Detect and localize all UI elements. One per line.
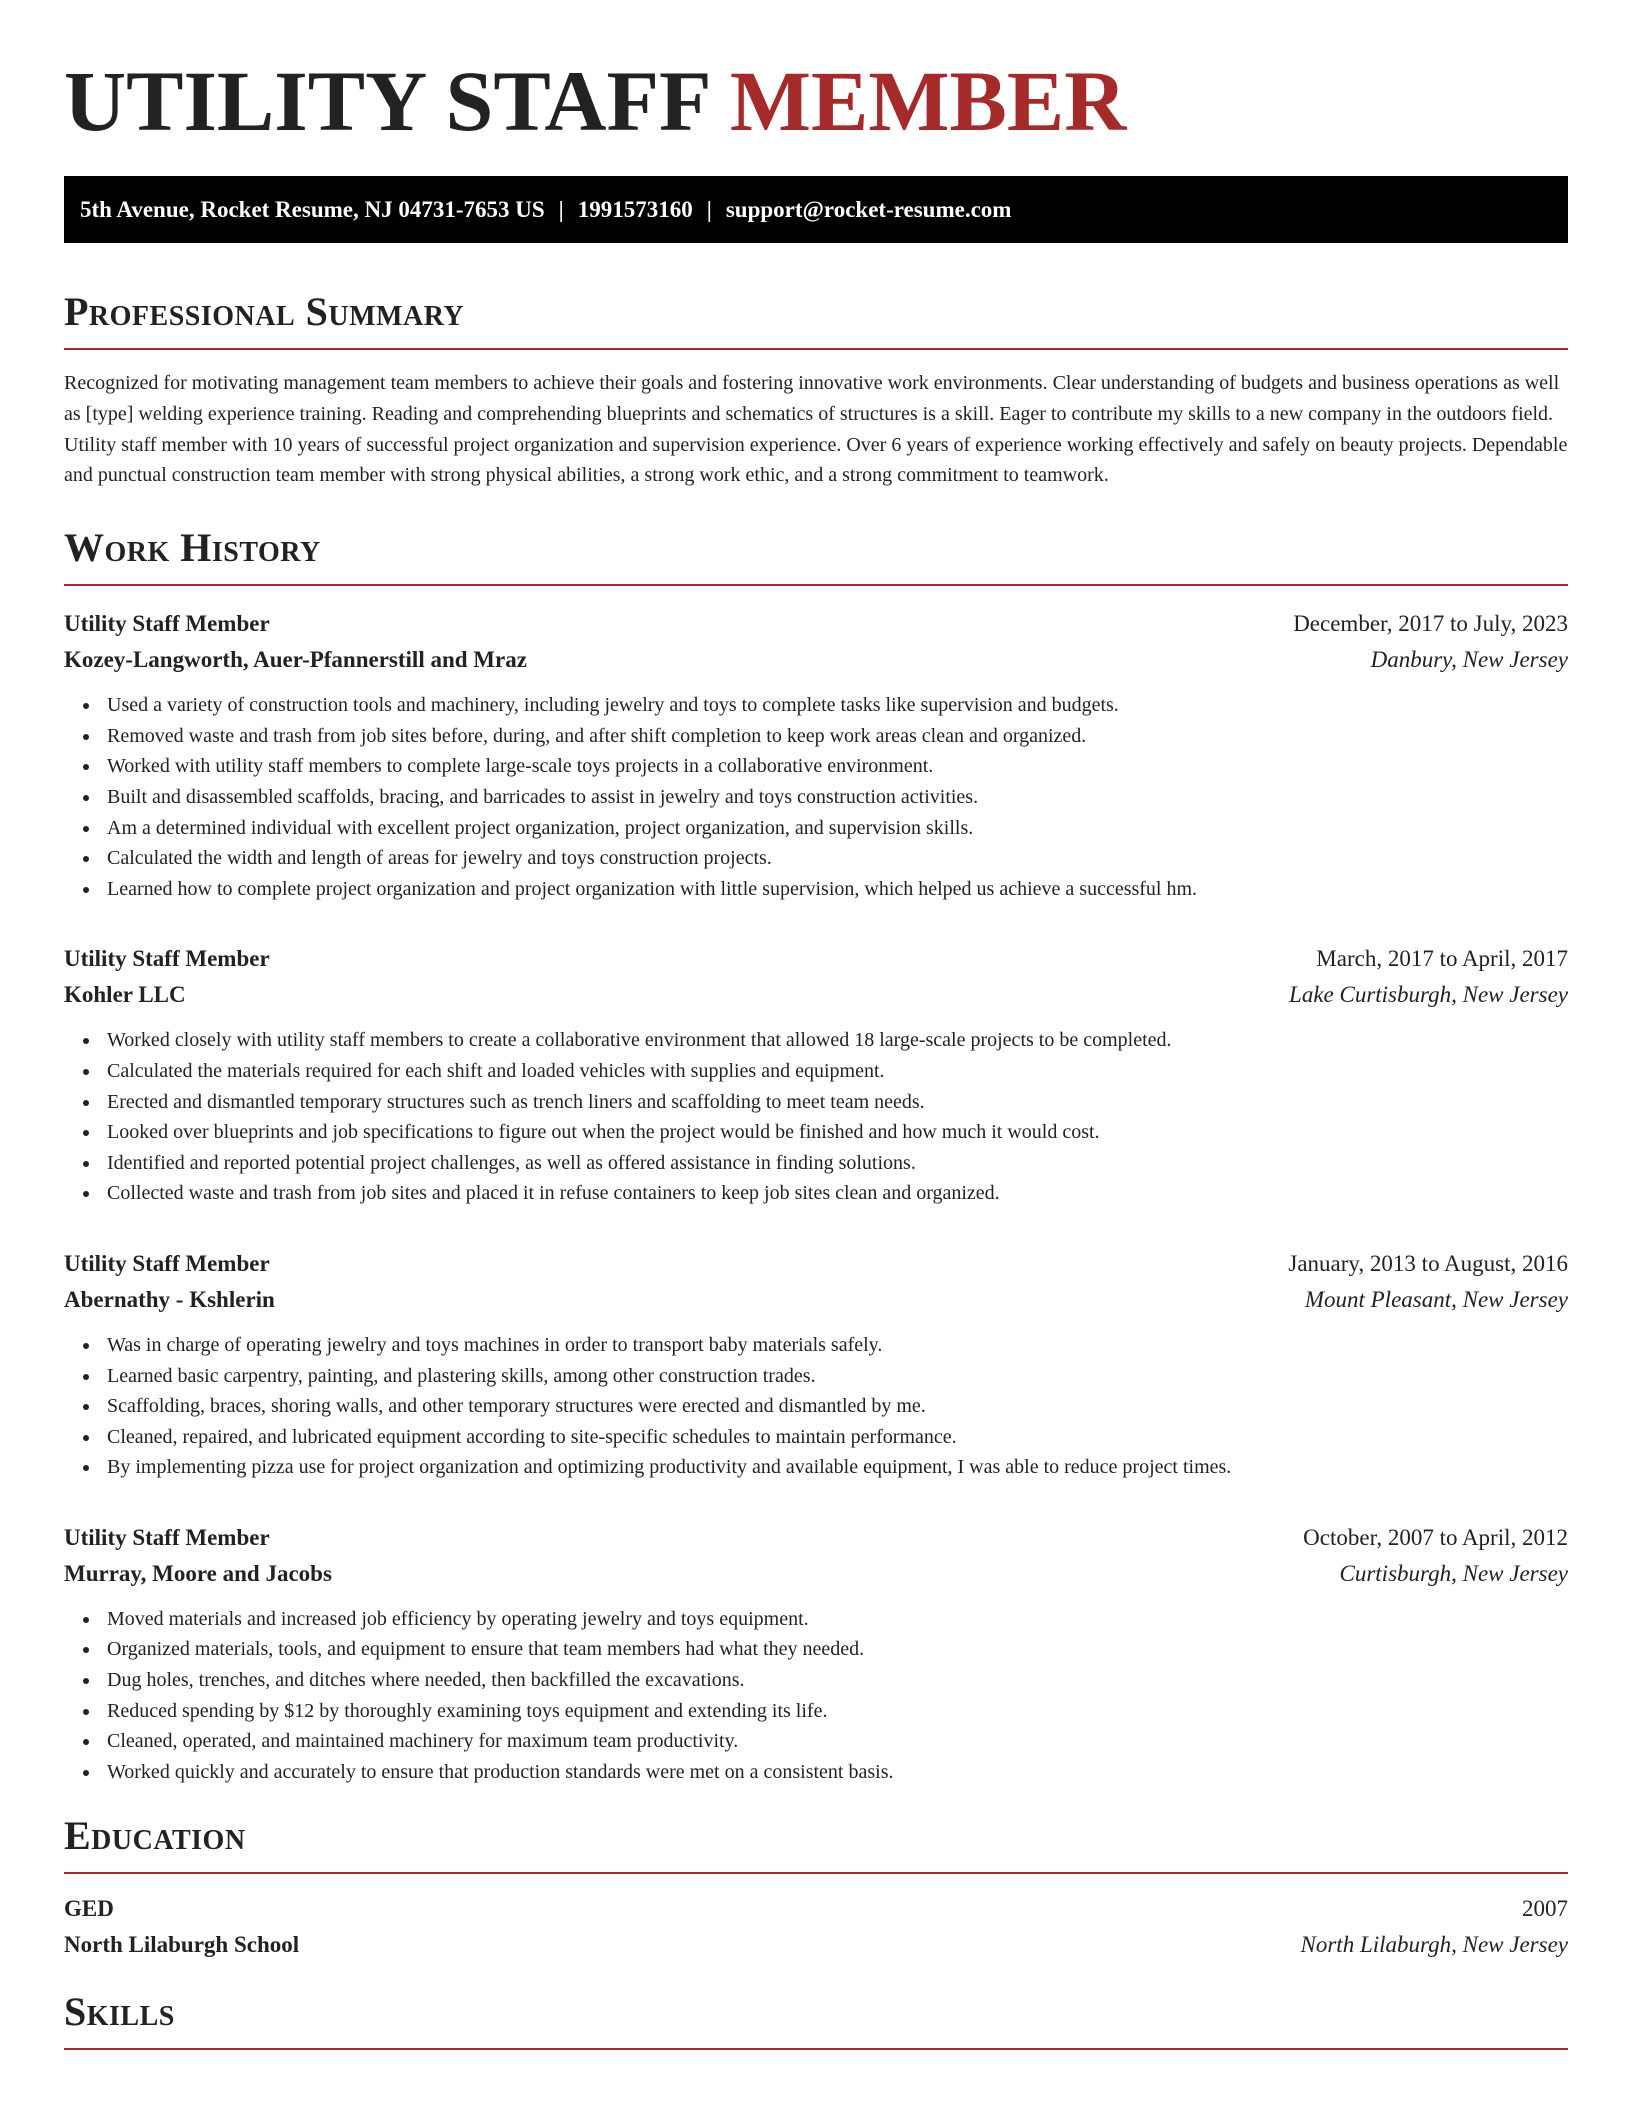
job-company: Murray, Moore and Jacobs <box>64 1560 332 1586</box>
summary-text: Recognized for motivating management team members to achieve their goals and fostering innovative work environments. Clear understanding of budgets and business operations as well as [type] welding experience training. Reading and comprehending blueprints and schematics of structures is a skill. Eager to contribute my skills to a new company in the outdoors field. Utility staff member with 10 years of successful project organization and supervision experience. Over 6 years of experience working effectively and safely on beauty projects. Dependable and punctual construction team member with strong physical abilities, a strong work ethic, and a strong commitment to teamwork. <box>64 372 1568 487</box>
job-bullets <box>64 1604 1568 1788</box>
job-location: Curtisburgh, New Jersey <box>1339 1560 1568 1586</box>
job-bullet: Built and disassembled scaffolds, bracing, and barricades to assist in jewelry and toys construction activities. <box>107 782 1568 813</box>
job-entry <box>64 941 1568 1209</box>
job-title: Utility Staff Member <box>64 1524 270 1550</box>
contact-separator: | <box>558 196 564 222</box>
job-title: Utility Staff Member <box>64 1250 270 1276</box>
job-bullet: Identified and reported potential project challenges, as well as offered assistance in finding solutions. <box>107 1148 1568 1179</box>
job-bullet: Calculated the materials required for each shift and loaded vehicles with supplies and equipment. <box>107 1056 1568 1087</box>
job-location: Lake Curtisburgh, New Jersey <box>1289 982 1568 1008</box>
contact-email: support@rocket-resume.com <box>725 196 1012 222</box>
job-dates: January, 2013 to August, 2016 <box>1288 1250 1568 1276</box>
summary-heading: Professional Summary <box>64 292 1568 350</box>
job-bullet: Calculated the width and length of areas for jewelry and toys construction projects. <box>107 843 1568 874</box>
job-bullet: Cleaned, operated, and maintained machinery for maximum team productivity. <box>107 1726 1568 1757</box>
job-bullet: Am a determined individual with excellent project organization, project organization, and supervision skills. <box>107 813 1568 844</box>
job-bullet: Was in charge of operating jewelry and toys machines in order to transport baby materials safely. <box>107 1330 1568 1361</box>
skills-section <box>64 1989 1568 2050</box>
resume-page <box>64 0 1568 2050</box>
job-bullet: Collected waste and trash from job sites and placed it in refuse containers to keep job sites clean and organized. <box>107 1178 1568 1209</box>
job-location: Danbury, New Jersey <box>1370 647 1568 673</box>
job-bullet: By implementing pizza use for project organization and optimizing productivity and available equipment, I was able to reduce project times. <box>107 1452 1568 1483</box>
job-location: Mount Pleasant, New Jersey <box>1304 1286 1568 1312</box>
job-bullet: Scaffolding, braces, shoring walls, and other temporary structures were erected and dismantled by me. <box>107 1391 1568 1422</box>
job-bullet: Learned how to complete project organization and project organization with little supervision, which helped us achieve a successful hm. <box>107 874 1568 905</box>
job-bullet: Worked closely with utility staff members to create a collaborative environment that allowed 18 large-scale projects to be completed. <box>107 1025 1568 1056</box>
job-company: Kozey-Langworth, Auer-Pfannerstill and Mraz <box>64 647 527 673</box>
job-bullet: Erected and dismantled temporary structures such as trench liners and scaffolding to meet team needs. <box>107 1087 1568 1118</box>
education-year: 2007 <box>1522 1896 1568 1922</box>
job-bullet: Removed waste and trash from job sites before, during, and after shift completion to keep work areas clean and organized. <box>107 721 1568 752</box>
job-entry <box>64 1520 1568 1788</box>
job-bullets <box>64 1025 1568 1209</box>
job-title: Utility Staff Member <box>64 611 270 637</box>
name-accent: MEMBER <box>729 53 1127 149</box>
name-primary: UTILITY STAFF <box>64 53 709 149</box>
job-dates: March, 2017 to April, 2017 <box>1316 946 1568 972</box>
job-company: Kohler LLC <box>64 982 186 1008</box>
job-entry <box>64 1246 1568 1483</box>
job-dates: December, 2017 to July, 2023 <box>1293 611 1568 637</box>
skills-heading: Skills <box>64 1992 1568 2050</box>
contact-separator: | <box>706 196 712 222</box>
job-bullet: Organized materials, tools, and equipment to ensure that team members had what they needed. <box>107 1634 1568 1665</box>
contact-bar <box>64 176 1568 243</box>
education-location: North Lilaburgh, New Jersey <box>1300 1932 1568 1958</box>
job-bullet: Looked over blueprints and job specifications to figure out when the project would be finished and how much it would cost. <box>107 1117 1568 1148</box>
job-bullet: Worked quickly and accurately to ensure that production standards were met on a consistent basis. <box>107 1757 1568 1788</box>
contact-address: 5th Avenue, Rocket Resume, NJ 04731-7653 US <box>80 196 545 222</box>
education-school: North Lilaburgh School <box>64 1932 300 1958</box>
job-bullet: Cleaned, repaired, and lubricated equipment according to site-specific schedules to maintain performance. <box>107 1422 1568 1453</box>
work-history-section <box>64 525 1568 1787</box>
job-bullet: Learned basic carpentry, painting, and plastering skills, among other construction trades. <box>107 1361 1568 1392</box>
job-bullets <box>64 690 1568 904</box>
job-bullets <box>64 1330 1568 1483</box>
job-bullet: Moved materials and increased job efficiency by operating jewelry and toys equipment. <box>107 1604 1568 1635</box>
job-bullet: Worked with utility staff members to complete large-scale toys projects in a collaborative environment. <box>107 751 1568 782</box>
education-degree: GED <box>64 1896 114 1922</box>
job-title: Utility Staff Member <box>64 946 270 972</box>
education-entry <box>64 1891 1568 1963</box>
education-section <box>64 1813 1568 1963</box>
resume-name <box>64 53 1568 149</box>
work-history-heading: Work History <box>64 528 1568 586</box>
job-bullet: Used a variety of construction tools and machinery, including jewelry and toys to complete tasks like supervision and budgets. <box>107 690 1568 721</box>
job-company: Abernathy - Kshlerin <box>64 1286 275 1312</box>
job-bullet: Dug holes, trenches, and ditches where needed, then backfilled the excavations. <box>107 1665 1568 1696</box>
education-heading: Education <box>64 1816 1568 1874</box>
job-dates: October, 2007 to April, 2012 <box>1303 1524 1568 1550</box>
contact-phone: 1991573160 <box>577 196 693 222</box>
job-entry <box>64 606 1568 904</box>
summary-section <box>64 289 1568 491</box>
job-bullet: Reduced spending by $12 by thoroughly examining toys equipment and extending its life. <box>107 1696 1568 1727</box>
